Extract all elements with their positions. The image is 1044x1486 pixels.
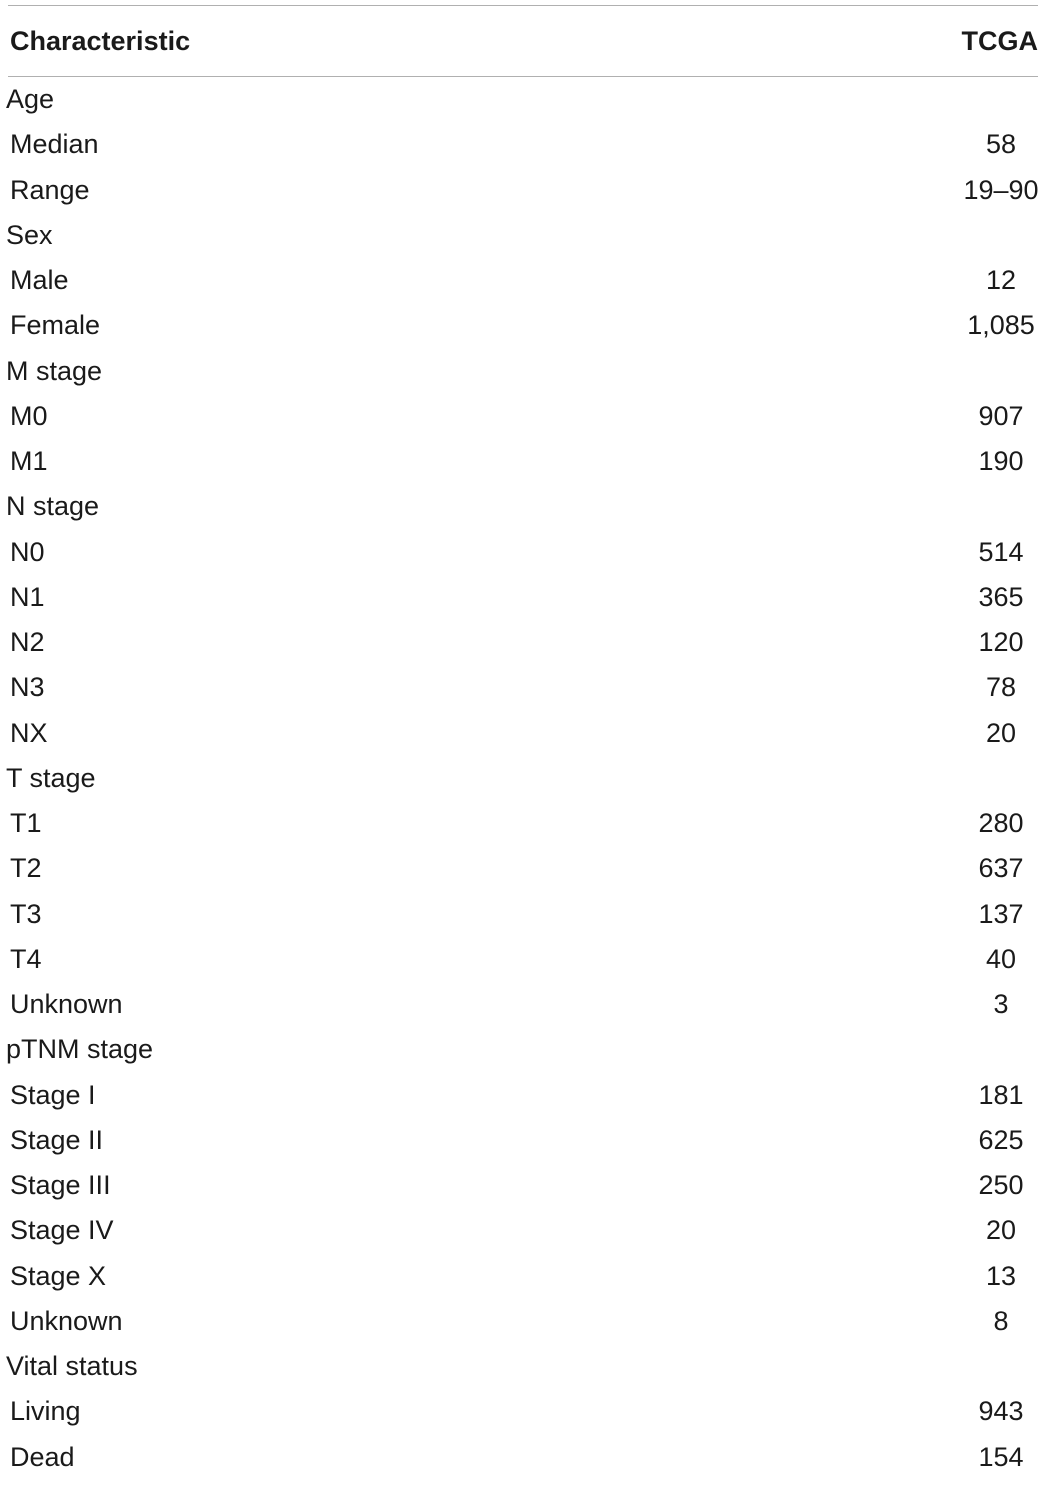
row-value: 907 [978,400,1024,431]
group-label: Sex [6,219,53,250]
row-label: Male [10,265,69,296]
row-label: N0 [10,536,45,567]
row-value: 12 [985,265,1017,296]
row-label: T2 [10,853,42,884]
row-label: Unknown [10,989,123,1020]
row-value: 943 [978,1396,1024,1427]
row-label: T3 [10,898,42,929]
header-characteristic: Characteristic [10,25,191,56]
table-row [8,1073,1038,1118]
table-row [8,1389,1038,1434]
table-row [8,530,1038,575]
row-label: Stage I [10,1079,96,1110]
row-label: Unknown [10,1305,123,1336]
table-row [8,665,1038,710]
table-row [8,1435,1038,1480]
row-value: 1,085 [967,310,1035,341]
row-label: N2 [10,627,45,658]
row-label: Stage IV [10,1215,114,1246]
row-label: M1 [10,446,48,477]
row-label: T4 [10,943,42,974]
row-label: N3 [10,672,45,703]
table-row [8,303,1038,348]
row-label: Dead [10,1441,75,1472]
group-heading-row [8,1027,1038,1072]
row-label: Range [10,174,90,205]
table-row [8,620,1038,665]
table-row [8,439,1038,484]
table-body [8,77,1038,1480]
table-row [8,1208,1038,1253]
row-value: 514 [978,536,1024,567]
row-value: 137 [978,898,1024,929]
row-value: 365 [978,581,1024,612]
row-value: 13 [985,1260,1017,1291]
group-heading-row [8,213,1038,258]
row-value: 154 [978,1441,1024,1472]
table-row [8,122,1038,167]
characteristics-table [8,5,1038,1480]
row-value: 40 [985,943,1017,974]
table-row [8,801,1038,846]
row-label: Living [10,1396,81,1427]
table-header [8,6,1038,76]
group-label: pTNM stage [6,1034,154,1065]
table-row [8,711,1038,756]
row-value: 8 [993,1305,1009,1336]
table-row [8,1163,1038,1208]
group-heading-row [8,349,1038,394]
group-label: T stage [6,762,96,793]
group-label: M stage [6,355,103,386]
table-row [8,1118,1038,1163]
table-row [8,846,1038,891]
table-row [8,394,1038,439]
row-label: T1 [10,808,42,839]
row-label: Stage II [10,1124,104,1155]
group-label: Vital status [6,1351,138,1382]
row-value: 625 [978,1124,1024,1155]
row-value: 280 [978,808,1024,839]
table-row [8,937,1038,982]
row-value: 250 [978,1170,1024,1201]
group-heading-row [8,77,1038,122]
row-label: Stage III [10,1170,111,1201]
row-label: NX [10,717,48,748]
row-label: N1 [10,581,45,612]
row-value: 19–90 [963,174,1039,205]
row-value: 58 [985,129,1017,160]
row-value: 190 [978,446,1024,477]
group-label: N stage [6,491,100,522]
table-row [8,1299,1038,1344]
group-label: Age [6,84,55,115]
row-value: 120 [978,627,1024,658]
row-value: 637 [978,853,1024,884]
table-row [8,892,1038,937]
group-heading-row [8,484,1038,529]
table-row [8,168,1038,213]
group-heading-row [8,1344,1038,1389]
group-heading-row [8,756,1038,801]
row-label: Female [10,310,101,341]
row-value: 181 [978,1079,1024,1110]
row-value: 78 [985,672,1017,703]
row-label: Stage X [10,1260,107,1291]
row-label: M0 [10,400,48,431]
table-row [8,258,1038,303]
header-tcga: TCGA [961,25,1038,56]
table-row [8,1254,1038,1299]
table-row [8,575,1038,620]
row-value: 20 [985,717,1017,748]
table-row [8,982,1038,1027]
row-value: 3 [993,989,1009,1020]
row-label: Median [10,129,99,160]
row-value: 20 [985,1215,1017,1246]
